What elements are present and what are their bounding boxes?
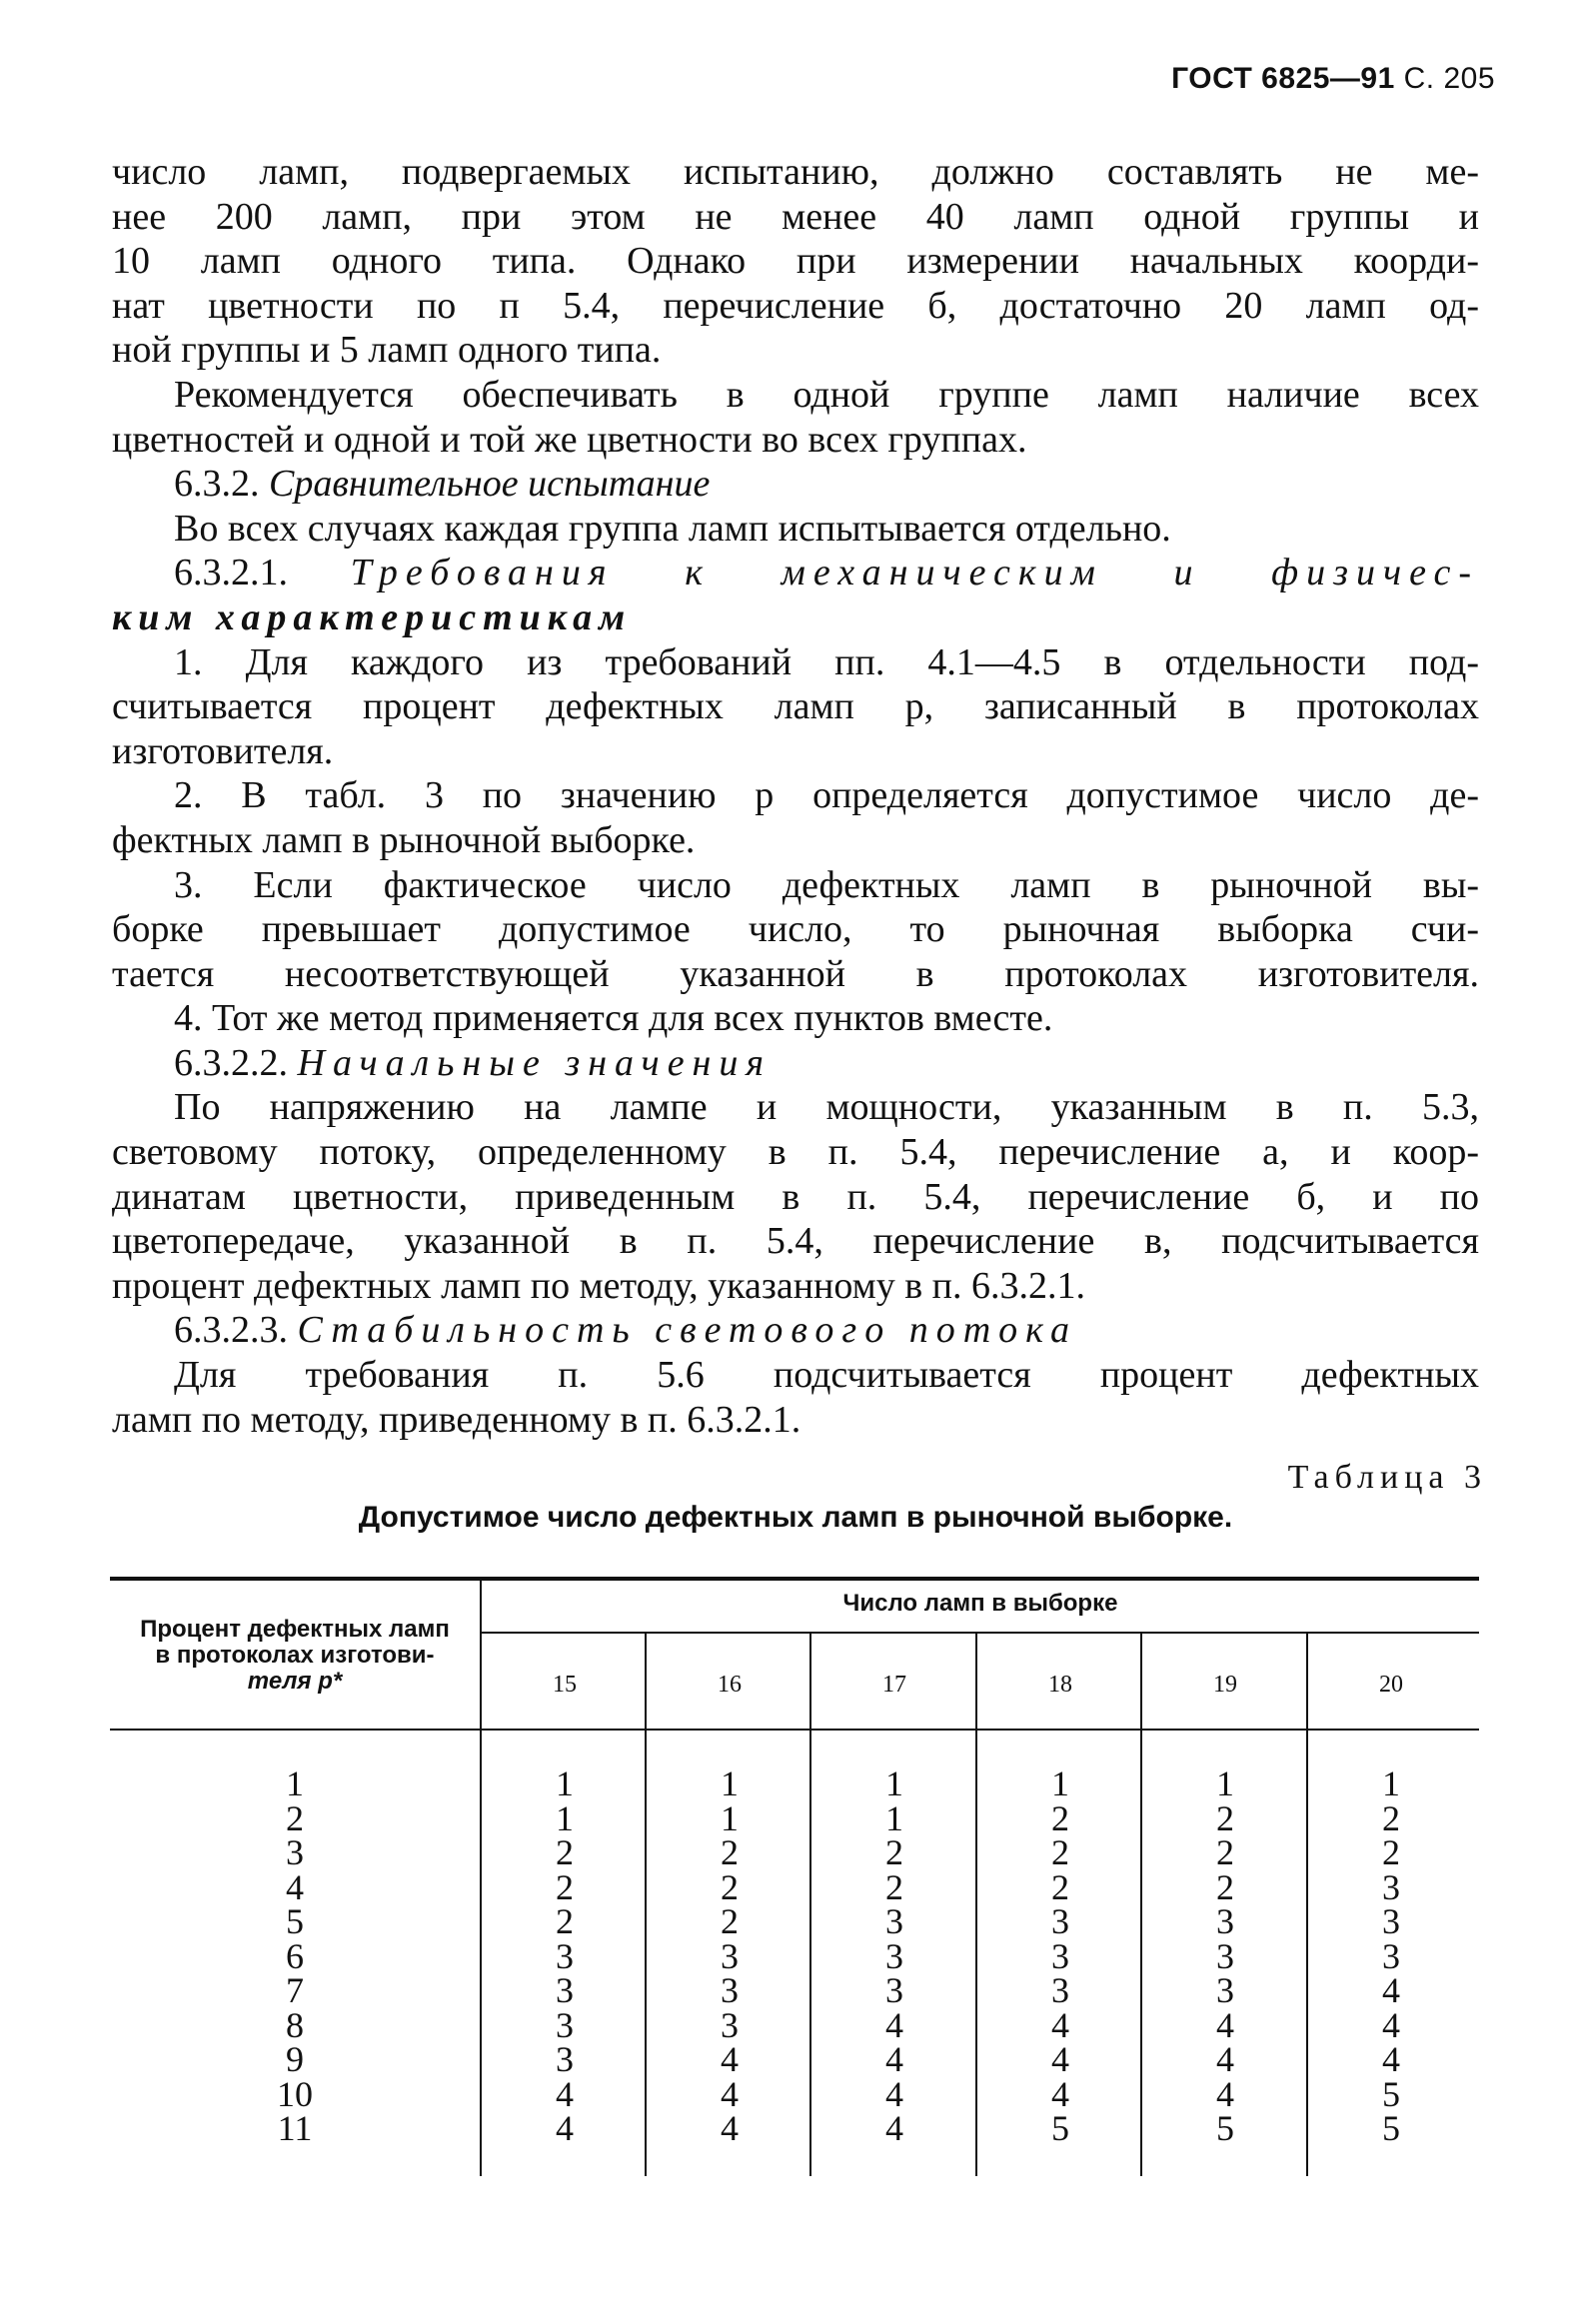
table-cell: 2 [1051, 1832, 1069, 1872]
table-cell: 3 [1051, 1901, 1069, 1941]
text-line: цветностей и одной и той же цветности во всех группах. [112, 418, 1027, 461]
table-cell: 4 [885, 2004, 903, 2045]
table-cell: 4 [286, 1866, 304, 1907]
table-cell: 1 [721, 1797, 739, 1838]
text-line: световому потоку, определенному в п. 5.4, перечисление а, и коор- [112, 1131, 1479, 1174]
table-cell: 2 [1382, 1832, 1400, 1872]
table-cell: 1 [556, 1797, 574, 1838]
page-header [1171, 62, 1495, 96]
section-number: 6.3.2.1. [174, 552, 288, 594]
values-column-18 [980, 1763, 1140, 2148]
table-cell: 1 [885, 1797, 903, 1838]
table-cell: 1 [556, 1763, 574, 1803]
table-cell: 3 [556, 1970, 574, 2010]
table-cell: 4 [556, 2108, 574, 2148]
table-cell: 4 [1051, 2039, 1069, 2079]
table-cell: 2 [1216, 1797, 1234, 1838]
table-cell: 4 [1216, 2039, 1234, 2079]
values-column-20 [1311, 1763, 1471, 2148]
text-line: фектных ламп в рыночной выборке. [112, 818, 696, 861]
table-cell: 3 [885, 1901, 903, 1941]
table-cell: 1 [1382, 1763, 1400, 1803]
table-cell: 3 [721, 1970, 739, 2010]
text-line: изготовителя. [112, 729, 334, 772]
text-line: тается несоответствующей указанной в протоколах изготовителя. [112, 952, 1479, 995]
table-cell: 3 [1216, 1935, 1234, 1976]
table-cell: 3 [721, 1935, 739, 1976]
table-cell: 2 [885, 1832, 903, 1872]
column-header: 20 [1379, 1672, 1403, 1698]
table-cell: 2 [1216, 1832, 1234, 1872]
text-line: 1. Для каждого из требований пп. 4.1—4.5 в отдельности под- [174, 640, 1479, 683]
table-cell: 4 [556, 2073, 574, 2114]
column-divider [480, 1581, 482, 2176]
text-line: Во всех случаях каждая группа ламп испытывается отдельно. [174, 507, 1171, 550]
row-header-line: теля p* [247, 1668, 343, 1695]
column-header: 15 [553, 1672, 577, 1698]
section-heading-6-3-2-2 [112, 1041, 1479, 1086]
table-cell: 3 [1051, 1970, 1069, 2010]
table-cell: 4 [885, 2073, 903, 2114]
table-cell: 9 [286, 2039, 304, 2079]
text-line: борке превышает допустимое число, то рыночная выборка счи- [112, 908, 1479, 951]
table-cell: 6 [286, 1935, 304, 1976]
table-cell: 2 [556, 1832, 574, 1872]
table-cell: 5 [1382, 2073, 1400, 2114]
values-column-17 [814, 1763, 974, 2148]
table-cell: 4 [1216, 2073, 1234, 2114]
table-cell: 2 [721, 1866, 739, 1907]
table-cell: 3 [556, 1935, 574, 1976]
table-cell: 8 [286, 2004, 304, 2045]
row-header [110, 1617, 480, 1695]
table-cell: 3 [1216, 1901, 1234, 1941]
table-cell: 5 [1051, 2108, 1069, 2148]
text-line: ламп по методу, приведенному в п. 6.3.2.1. [112, 1398, 801, 1441]
table-cell: 4 [721, 2108, 739, 2148]
column-header: 16 [718, 1672, 742, 1698]
text-line: 10 ламп одного типа. Однако при измерении начальных коорди- [112, 240, 1479, 283]
page-number: С. 205 [1403, 62, 1495, 95]
text-line: цветопередаче, указанной в п. 5.4, перечисление в, подсчитывается [112, 1220, 1479, 1263]
table-cell: 2 [556, 1866, 574, 1907]
table-cell: 3 [1382, 1901, 1400, 1941]
column-divider [1140, 1634, 1142, 2176]
section-number: 6.3.2.3. [174, 1309, 288, 1352]
section-number: 6.3.2.2. [174, 1041, 288, 1084]
section-title: Сравнительное испытание [269, 463, 711, 506]
section-title: Требования к механическим и физичес- [350, 552, 1479, 594]
table-cell: 5 [1216, 2108, 1234, 2148]
text-line: процент дефектных ламп по методу, указанному в п. 6.3.2.1. [112, 1264, 1085, 1307]
text-line: Рекомендуется обеспечивать в одной группе ламп наличие всех [174, 373, 1479, 416]
standard-number: ГОСТ 6825—91 [1171, 62, 1395, 95]
table-cell: 4 [721, 2039, 739, 2079]
text-line: нее 200 ламп, при этом не менее 40 ламп одной группы и [112, 195, 1479, 238]
table-label: Таблица 3 [1287, 1459, 1487, 1496]
p-column [215, 1763, 375, 2148]
table-cell: 2 [1382, 1797, 1400, 1838]
section-title-cont: ким характеристикам [112, 595, 633, 638]
values-column-16 [650, 1763, 809, 2148]
header-bottom-rule [110, 1729, 1479, 1731]
table-cell: 4 [1051, 2073, 1069, 2114]
row-header-line: в протоколах изготови- [155, 1642, 435, 1669]
table-cell: 2 [721, 1901, 739, 1941]
table-cell: 1 [885, 1763, 903, 1803]
text-line: нат цветности по п 5.4, перечисление б, достаточно 20 ламп од- [112, 284, 1479, 327]
table-cell: 1 [1216, 1763, 1234, 1803]
table-cell: 2 [885, 1866, 903, 1907]
column-divider [1306, 1634, 1308, 2176]
table-cell: 3 [286, 1832, 304, 1872]
values-column-15 [485, 1763, 645, 2148]
text-line: ной группы и 5 ламп одного типа. [112, 329, 662, 372]
table-cell: 3 [721, 2004, 739, 2045]
column-header: 18 [1048, 1672, 1072, 1698]
table-cell: 4 [885, 2108, 903, 2148]
text-line: 3. Если фактическое число дефектных ламп в рыночной вы- [174, 863, 1479, 906]
text-line: считывается процент дефектных ламп p, записанный в протоколах [112, 685, 1479, 728]
table-cell: 5 [1382, 2108, 1400, 2148]
row-header-line: Процент дефектных ламп [140, 1616, 450, 1643]
body-text [112, 150, 1479, 1442]
table-cell: 10 [277, 2073, 313, 2114]
table-cell: 3 [1382, 1935, 1400, 1976]
table-cell: 1 [1051, 1763, 1069, 1803]
table-cell: 3 [556, 2004, 574, 2045]
group-header: Число ламп в выборке [842, 1590, 1118, 1617]
table-cell: 3 [1382, 1866, 1400, 1907]
table-caption: Допустимое число дефектных ламп в рыночной выборке. [358, 1501, 1233, 1534]
table-cell: 2 [1216, 1866, 1234, 1907]
section-title: Стабильность светового потока [297, 1309, 1077, 1352]
section-heading-6-3-2-1 [112, 551, 1479, 595]
column-divider [975, 1634, 977, 2176]
group-header-rule [482, 1632, 1479, 1634]
text-line: динатам цветности, приведенным в п. 5.4, перечисление б, и по [112, 1175, 1479, 1218]
table-cell: 2 [556, 1901, 574, 1941]
table-cell: 4 [1382, 2039, 1400, 2079]
values-column-19 [1145, 1763, 1305, 2148]
table-cell: 4 [1382, 2004, 1400, 2045]
table-cell: 7 [286, 1970, 304, 2010]
section-heading-6-3-2 [112, 462, 1479, 507]
section-number: 6.3.2. [174, 463, 260, 506]
table-cell: 1 [286, 1763, 304, 1803]
column-divider [809, 1634, 811, 2176]
table-cell: 3 [1216, 1970, 1234, 2010]
table-cell: 4 [1216, 2004, 1234, 2045]
text-line: 2. В табл. 3 по значению p определяется допустимое число де- [174, 774, 1479, 817]
text-line: 4. Тот же метод применяется для всех пунктов вместе. [174, 997, 1053, 1040]
table-cell: 4 [885, 2039, 903, 2079]
table-cell: 3 [1051, 1935, 1069, 1976]
data-table [110, 1577, 1479, 2176]
table-cell: 1 [721, 1763, 739, 1803]
table-top-rule [110, 1577, 1479, 1581]
table-cell: 4 [1051, 2004, 1069, 2045]
table-cell: 2 [1051, 1866, 1069, 1907]
column-header: 19 [1213, 1672, 1237, 1698]
text-line: По напряжению на лампе и мощности, указанным в п. 5.3, [174, 1086, 1479, 1129]
table-cell: 2 [286, 1797, 304, 1838]
table-cell: 5 [286, 1901, 304, 1941]
column-header: 17 [882, 1672, 906, 1698]
section-heading-6-3-2-3 [112, 1308, 1479, 1353]
table-cell: 3 [885, 1935, 903, 1976]
table-cell: 11 [277, 2108, 313, 2148]
table-cell: 3 [556, 2039, 574, 2079]
text-line: число ламп, подвергаемых испытанию, должно составлять не ме- [112, 151, 1479, 193]
column-divider [645, 1634, 647, 2176]
table-cell: 4 [1382, 1970, 1400, 2010]
table-cell: 2 [721, 1832, 739, 1872]
text-line: Для требования п. 5.6 подсчитывается процент дефектных [174, 1354, 1479, 1397]
table-cell: 3 [885, 1970, 903, 2010]
table-cell: 2 [1051, 1797, 1069, 1838]
table-cell: 4 [721, 2073, 739, 2114]
section-title: Начальные значения [297, 1041, 773, 1084]
